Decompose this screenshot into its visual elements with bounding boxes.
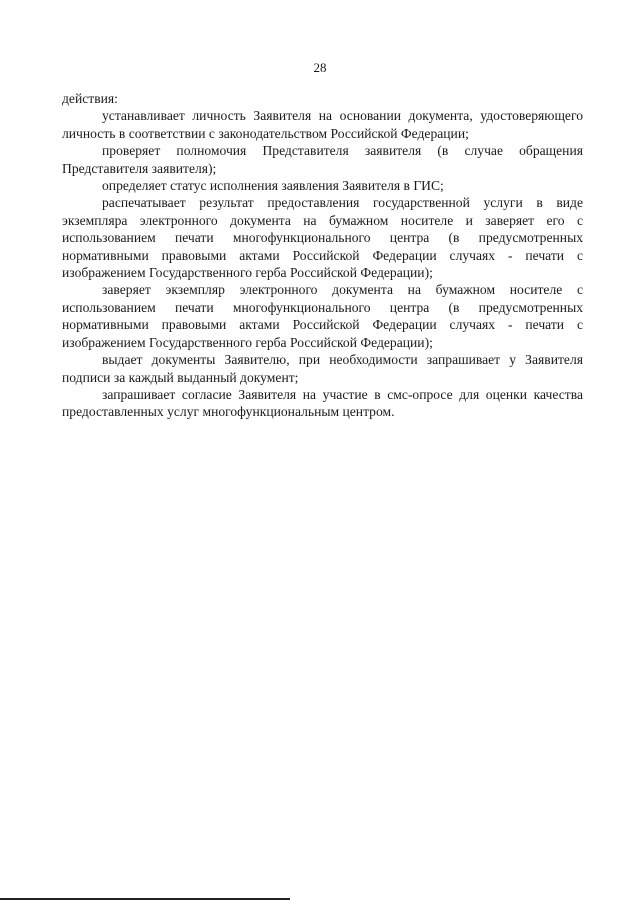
paragraph-actions-intro: действия: xyxy=(62,91,118,106)
paragraph-status: определяет статус исполнения заявления Заявителя в ГИС; xyxy=(102,178,444,194)
paragraph-issue: выдает документы Заявителю, при необходимости запрашивает у Заявителя подписи за каждый выданный документ; xyxy=(62,352,583,385)
footer-rule xyxy=(0,898,290,900)
paragraph-identity: устанавливает личность Заявителя на основании документа, удостоверяющего личность в соответствии с законодательством Российской Федерации; xyxy=(62,108,583,141)
paragraph-authority: проверяет полномочия Представителя заявителя (в случае обращения Представителя заявителя); xyxy=(62,143,583,176)
paragraph-print-result: распечатывает результат предоставления государственной услуги в виде экземпляра электронного документа на бумажном носителе и заверяет его с использованием печати многофункционального центра (в предусмотренных нормативными правовыми актами Российской Федерации случаях - печати с изображением Государственного герба Российской Федерации); xyxy=(62,195,583,281)
paragraph-survey: запрашивает согласие Заявителя на участие в смс-опросе для оценки качества предоставленных услуг многофункциональным центром. xyxy=(62,386,583,420)
document-body xyxy=(62,90,583,421)
page-number: 28 xyxy=(313,60,327,75)
paragraph-certify: заверяет экземпляр электронного документа на бумажном носителе с использованием печати многофункционального центра (в предусмотренных нормативными правовыми актами Российской Федерации случаях - печати с изображением Государственного герба Российской Федерации); xyxy=(62,282,583,350)
